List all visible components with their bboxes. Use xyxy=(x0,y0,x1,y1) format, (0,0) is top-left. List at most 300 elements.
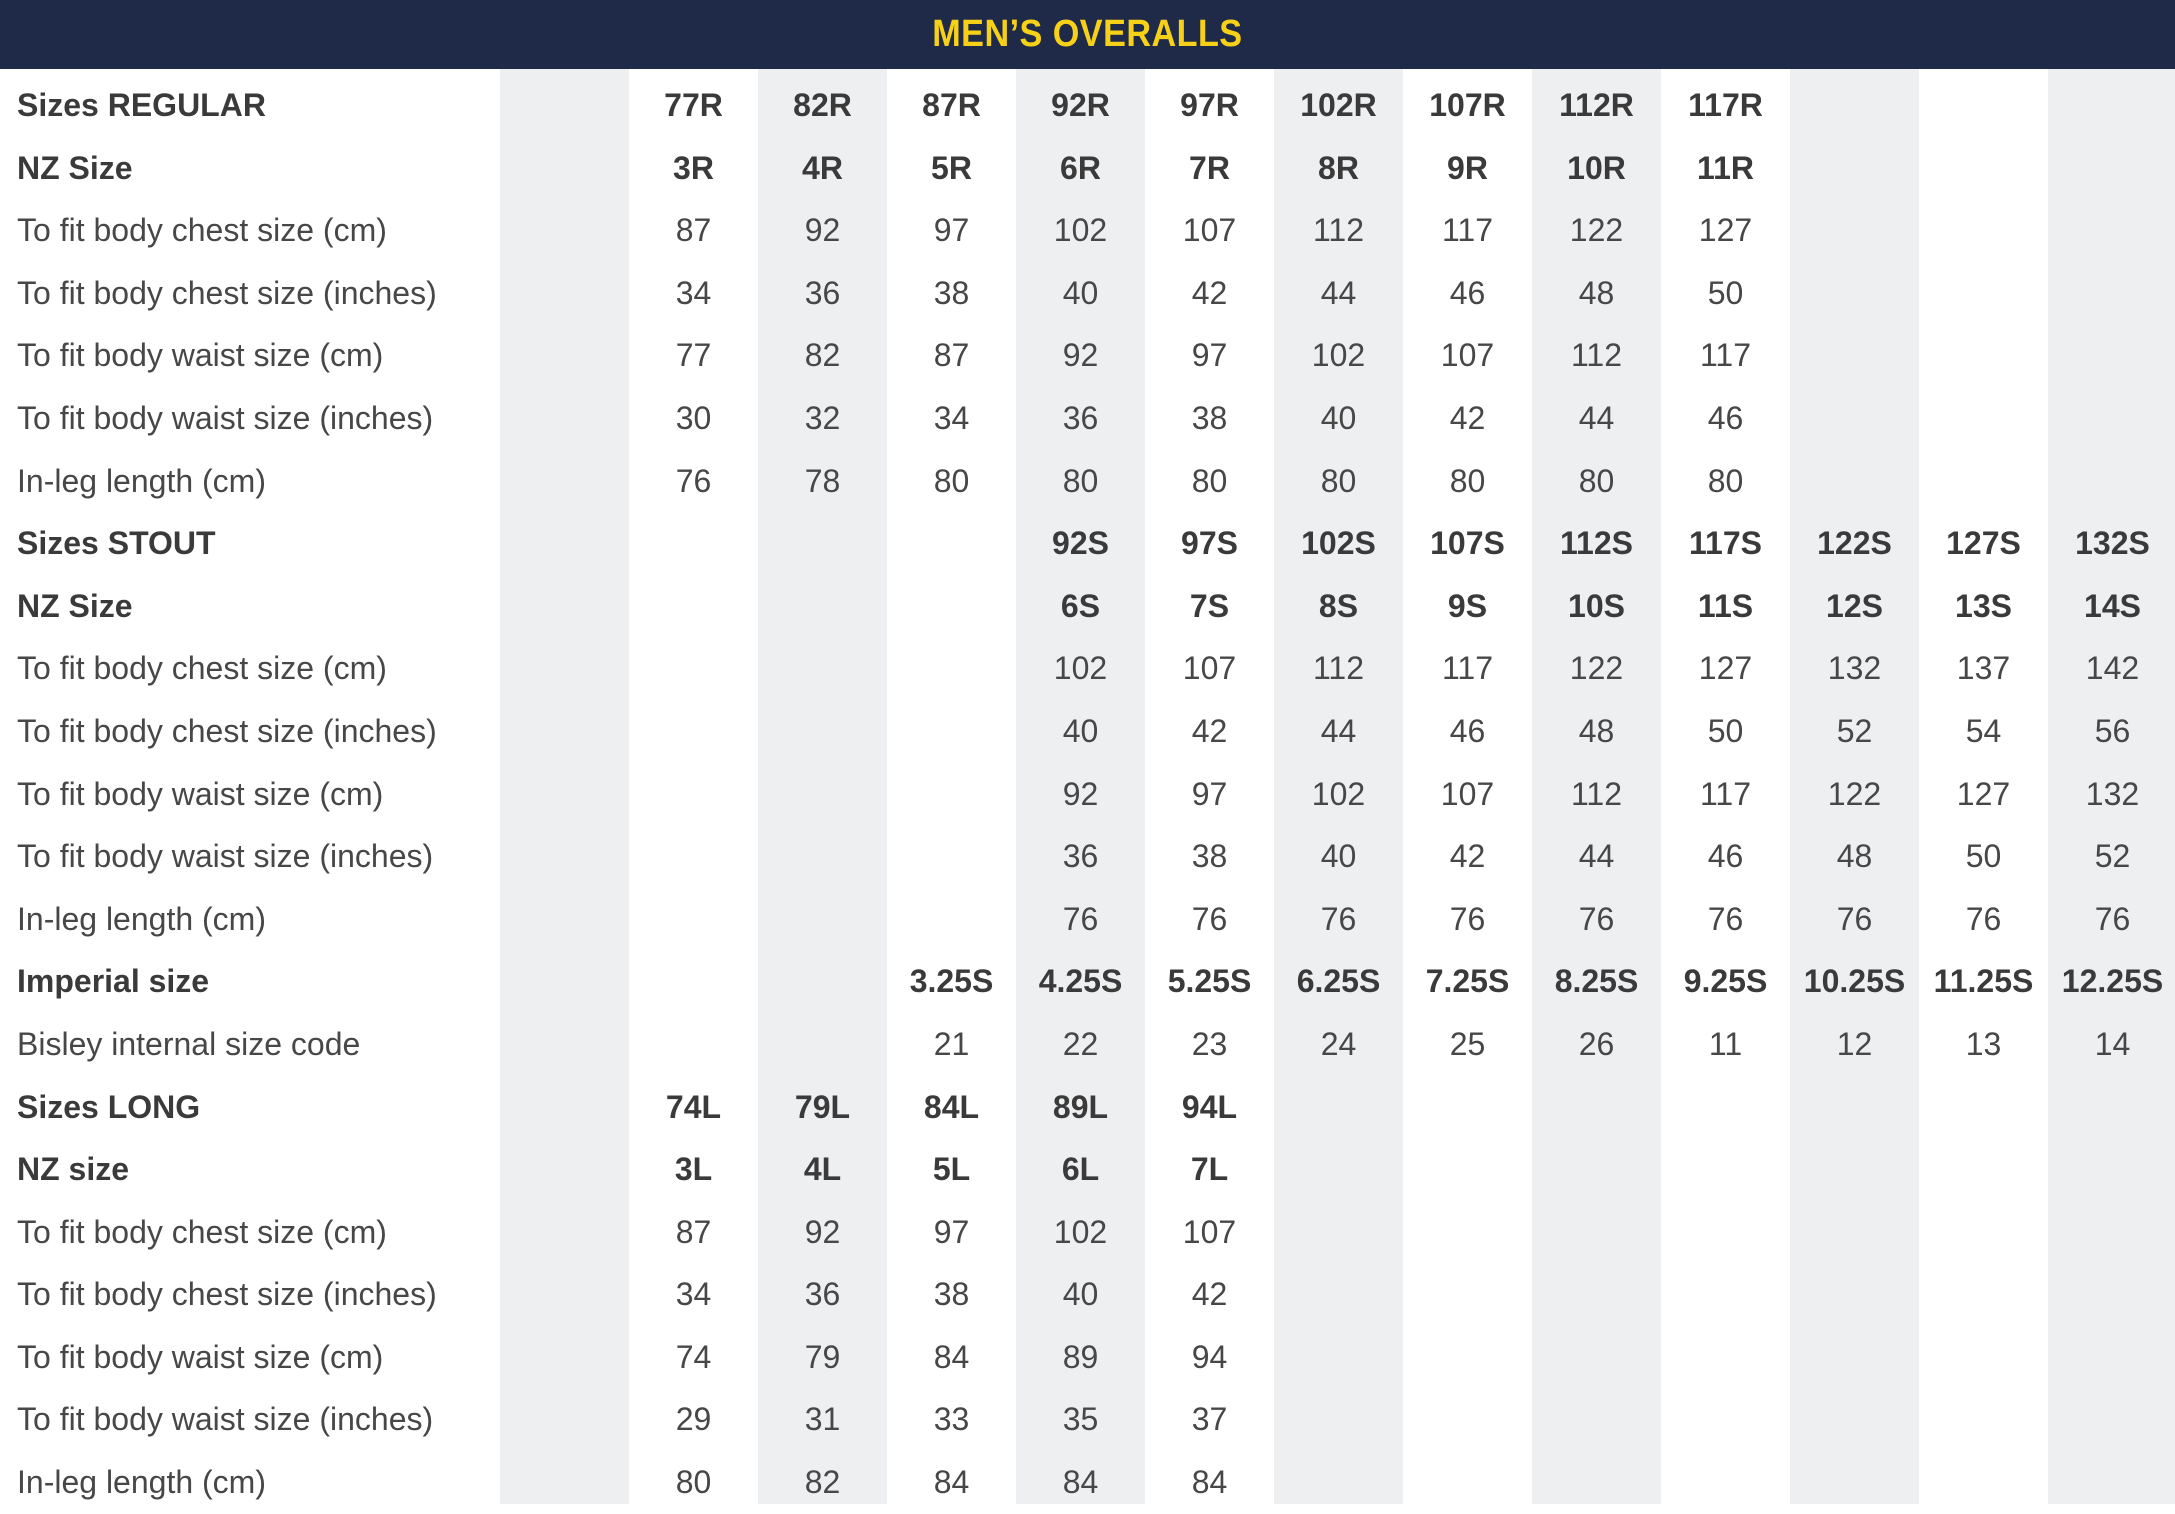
table-cell xyxy=(629,637,758,700)
table-cell: 76 xyxy=(675,462,712,499)
table-cell: 50 xyxy=(1965,838,2002,875)
table-cell xyxy=(500,512,629,575)
table-cell xyxy=(500,950,629,1013)
row-label: To fit body waist size (cm) xyxy=(17,775,384,812)
table-cell xyxy=(500,387,629,450)
table-cell xyxy=(1919,1201,2048,1264)
table-cell: 46 xyxy=(1707,399,1744,436)
table-row xyxy=(0,512,2175,575)
table-cell: 35 xyxy=(1062,1401,1099,1438)
table-cell: 14 xyxy=(2094,1025,2131,1062)
table-cell: 34 xyxy=(675,274,712,311)
table-cell: 84 xyxy=(1062,1464,1099,1501)
table-row xyxy=(0,262,2175,325)
table-cell: 23 xyxy=(1191,1025,1228,1062)
table-cell xyxy=(1790,1201,1919,1264)
table-cell: 97 xyxy=(1191,775,1228,812)
table-cell: 97 xyxy=(933,212,970,249)
table-cell: 8.25S xyxy=(1554,963,1639,1000)
table-cell: 80 xyxy=(1191,462,1228,499)
table-cell xyxy=(1274,1326,1403,1389)
table-cell: 11 xyxy=(1708,1025,1743,1062)
table-cell: 50 xyxy=(1707,274,1744,311)
table-cell: 132S xyxy=(2075,525,2150,562)
table-cell xyxy=(1661,1076,1790,1139)
table-cell xyxy=(1532,1326,1661,1389)
row-label: To fit body chest size (inches) xyxy=(17,712,437,749)
table-cell xyxy=(1403,1138,1532,1201)
table-cell xyxy=(1403,1201,1532,1264)
table-cell: 80 xyxy=(1062,462,1099,499)
table-cell: 112 xyxy=(1570,775,1622,812)
table-cell: 38 xyxy=(1191,399,1228,436)
table-cell: 94 xyxy=(1191,1338,1228,1375)
table-cell: 107 xyxy=(1440,337,1495,374)
table-cell xyxy=(629,950,758,1013)
row-label: Bisley internal size code xyxy=(17,1025,361,1062)
table-cell: 82 xyxy=(804,337,841,374)
table-cell: 37 xyxy=(1191,1401,1228,1438)
table-cell: 46 xyxy=(1707,838,1744,875)
table-cell xyxy=(2048,450,2175,513)
table-cell: 11R xyxy=(1697,149,1754,186)
table-cell: 107R xyxy=(1429,87,1506,123)
table-cell: 6L xyxy=(1061,1151,1100,1188)
table-row xyxy=(0,450,2175,513)
table-cell: 80 xyxy=(1449,462,1486,499)
table-cell xyxy=(629,825,758,888)
table-cell xyxy=(1274,1138,1403,1201)
table-cell: 7R xyxy=(1189,149,1230,186)
table-cell xyxy=(1532,1451,1661,1514)
table-row xyxy=(0,1013,2175,1076)
table-cell xyxy=(1661,1263,1790,1326)
table-cell: 3R xyxy=(673,149,714,186)
table-cell: 44 xyxy=(1320,712,1357,749)
table-cell: 80 xyxy=(933,462,970,499)
table-cell: 87 xyxy=(933,337,970,374)
table-cell: 52 xyxy=(2094,838,2131,875)
table-cell xyxy=(1919,387,2048,450)
table-cell: 14S xyxy=(2084,587,2141,624)
table-cell xyxy=(1790,1388,1919,1451)
table-cell xyxy=(500,1201,629,1264)
table-cell xyxy=(629,888,758,951)
table-cell: 92 xyxy=(1062,775,1099,812)
table-cell: 76 xyxy=(1707,900,1744,937)
table-cell: 30 xyxy=(675,399,712,436)
table-cell: 42 xyxy=(1191,1276,1228,1313)
table-cell: 7S xyxy=(1189,587,1230,624)
table-cell: 97 xyxy=(1191,337,1228,374)
table-cell xyxy=(2048,1138,2175,1201)
table-cell: 33 xyxy=(933,1401,970,1438)
table-cell: 92S xyxy=(1052,525,1109,562)
table-cell xyxy=(1919,137,2048,200)
table-cell xyxy=(758,512,887,575)
table-cell: 76 xyxy=(1320,900,1357,937)
table-cell xyxy=(1919,450,2048,513)
table-cell: 107 xyxy=(1440,775,1495,812)
table-cell: 3.25S xyxy=(909,963,994,1000)
table-cell: 7L xyxy=(1190,1151,1229,1188)
table-cell: 80 xyxy=(1707,462,1744,499)
table-cell xyxy=(1919,1263,2048,1326)
page-title: MEN’S OVERALLS xyxy=(932,13,1243,55)
table-cell xyxy=(500,1451,629,1514)
table-cell: 54 xyxy=(1965,712,2002,749)
table-cell xyxy=(629,1013,758,1076)
row-label: To fit body waist size (cm) xyxy=(17,1338,384,1375)
table-cell: 78 xyxy=(804,462,841,499)
table-cell: 6S xyxy=(1060,587,1101,624)
table-cell: 8R xyxy=(1318,149,1359,186)
table-cell xyxy=(758,700,887,763)
row-label: In-leg length (cm) xyxy=(17,900,266,937)
table-cell xyxy=(1274,1388,1403,1451)
row-label: Sizes REGULAR xyxy=(17,87,266,123)
table-cell: 7.25S xyxy=(1425,963,1510,1000)
table-cell: 10.25S xyxy=(1803,963,1906,1000)
table-cell xyxy=(1661,1326,1790,1389)
table-cell xyxy=(1790,1263,1919,1326)
table-cell: 4R xyxy=(802,149,843,186)
row-label: To fit body chest size (inches) xyxy=(17,274,437,311)
table-cell: 79L xyxy=(794,1088,851,1125)
table-cell: 9S xyxy=(1447,587,1488,624)
table-cell: 127S xyxy=(1946,525,2021,562)
table-cell: 76 xyxy=(2094,900,2131,937)
table-cell: 80 xyxy=(1320,462,1357,499)
table-cell: 6.25S xyxy=(1296,963,1381,1000)
table-cell: 46 xyxy=(1449,712,1486,749)
table-cell: 48 xyxy=(1836,838,1873,875)
table-cell: 112S xyxy=(1560,525,1633,562)
table-cell xyxy=(2048,1451,2175,1514)
row-label: To fit body chest size (cm) xyxy=(17,212,387,249)
table-cell xyxy=(629,763,758,826)
table-row xyxy=(0,825,2175,888)
table-cell xyxy=(500,763,629,826)
table-cell: 102 xyxy=(1053,650,1108,687)
table-cell: 5L xyxy=(932,1151,971,1188)
table-cell: 31 xyxy=(804,1401,841,1438)
table-row xyxy=(0,575,2175,638)
table-cell: 9R xyxy=(1447,149,1488,186)
table-cell: 77 xyxy=(675,337,712,374)
row-label: Sizes STOUT xyxy=(17,525,216,562)
table-cell xyxy=(500,199,629,262)
table-cell: 8S xyxy=(1318,587,1359,624)
table-cell xyxy=(500,637,629,700)
table-cell: 40 xyxy=(1320,399,1357,436)
table-cell xyxy=(500,450,629,513)
table-cell: 25 xyxy=(1449,1025,1486,1062)
table-cell: 84 xyxy=(933,1338,970,1375)
table-cell: 112 xyxy=(1312,650,1364,687)
table-cell: 13S xyxy=(1955,587,2012,624)
table-cell xyxy=(758,1013,887,1076)
table-cell: 44 xyxy=(1578,399,1615,436)
table-cell: 12.25S xyxy=(2061,963,2164,1000)
table-cell xyxy=(1274,1201,1403,1264)
table-cell: 44 xyxy=(1320,274,1357,311)
table-cell: 21 xyxy=(933,1025,970,1062)
table-cell: 102 xyxy=(1053,212,1108,249)
table-cell: 48 xyxy=(1578,712,1615,749)
table-cell: 117 xyxy=(1441,650,1493,687)
table-row xyxy=(0,700,2175,763)
table-cell: 89 xyxy=(1062,1338,1099,1375)
table-row xyxy=(0,637,2175,700)
table-cell: 107 xyxy=(1182,650,1237,687)
table-cell: 112R xyxy=(1559,87,1634,123)
table-cell: 117 xyxy=(1699,337,1751,374)
table-cell xyxy=(1919,1138,2048,1201)
table-cell: 42 xyxy=(1449,399,1486,436)
table-cell: 46 xyxy=(1449,274,1486,311)
table-cell: 26 xyxy=(1578,1025,1615,1062)
table-cell xyxy=(500,1263,629,1326)
table-cell xyxy=(500,825,629,888)
table-cell xyxy=(758,950,887,1013)
table-cell xyxy=(2048,74,2175,137)
table-cell: 76 xyxy=(1062,900,1099,937)
table-cell: 42 xyxy=(1191,712,1228,749)
table-cell: 40 xyxy=(1062,712,1099,749)
table-cell: 52 xyxy=(1836,712,1873,749)
table-cell xyxy=(1790,1138,1919,1201)
row-label: To fit body waist size (inches) xyxy=(17,838,434,875)
table-cell: 3L xyxy=(674,1151,713,1188)
table-cell: 107 xyxy=(1182,212,1237,249)
table-cell xyxy=(500,1326,629,1389)
table-cell: 76 xyxy=(1965,900,2002,937)
row-label: NZ Size xyxy=(17,149,133,186)
table-row xyxy=(0,324,2175,387)
table-cell xyxy=(629,700,758,763)
table-cell: 40 xyxy=(1062,1276,1099,1313)
table-cell xyxy=(500,1076,629,1139)
table-cell: 42 xyxy=(1449,838,1486,875)
table-cell: 24 xyxy=(1320,1025,1357,1062)
table-cell: 97 xyxy=(933,1213,970,1250)
table-cell: 10R xyxy=(1567,149,1626,186)
table-cell xyxy=(2048,137,2175,200)
row-label: Imperial size xyxy=(17,963,210,1000)
table-cell xyxy=(887,825,1016,888)
table-row xyxy=(0,199,2175,262)
table-cell xyxy=(887,888,1016,951)
table-cell: 74 xyxy=(675,1338,712,1375)
table-cell: 107S xyxy=(1430,525,1505,562)
table-cell: 36 xyxy=(1062,399,1099,436)
table-cell xyxy=(1532,1201,1661,1264)
table-cell: 80 xyxy=(1578,462,1615,499)
table-row xyxy=(0,763,2175,826)
table-cell xyxy=(1790,450,1919,513)
table-cell: 92 xyxy=(804,1213,841,1250)
table-cell xyxy=(629,512,758,575)
table-cell xyxy=(1532,1263,1661,1326)
table-cell xyxy=(500,137,629,200)
table-cell: 32 xyxy=(804,399,841,436)
table-cell xyxy=(500,1388,629,1451)
table-cell: 132 xyxy=(2085,775,2140,812)
table-cell xyxy=(1790,137,1919,200)
table-cell: 112 xyxy=(1312,212,1364,249)
table-cell xyxy=(887,575,1016,638)
table-cell xyxy=(500,1138,629,1201)
table-cell: 102 xyxy=(1311,775,1366,812)
table-cell xyxy=(2048,1201,2175,1264)
table-cell xyxy=(1919,1451,2048,1514)
table-cell: 40 xyxy=(1062,274,1099,311)
table-cell: 127 xyxy=(1698,650,1753,687)
table-row xyxy=(0,1263,2175,1326)
table-cell: 11S xyxy=(1697,587,1754,624)
table-cell: 107 xyxy=(1182,1213,1237,1250)
table-cell xyxy=(887,637,1016,700)
table-cell xyxy=(758,575,887,638)
table-cell xyxy=(1274,1076,1403,1139)
table-row xyxy=(0,137,2175,200)
table-cell xyxy=(1532,1388,1661,1451)
table-cell xyxy=(500,262,629,325)
table-cell: 127 xyxy=(1698,212,1753,249)
table-cell: 38 xyxy=(933,274,970,311)
table-cell xyxy=(2048,1076,2175,1139)
table-cell: 122S xyxy=(1817,525,1892,562)
table-row xyxy=(0,1388,2175,1451)
table-row xyxy=(0,387,2175,450)
size-chart-table xyxy=(0,74,2175,1514)
row-label: NZ Size xyxy=(17,587,133,624)
table-cell: 44 xyxy=(1578,838,1615,875)
table-cell xyxy=(1790,1451,1919,1514)
table-cell: 10S xyxy=(1568,587,1625,624)
row-label: To fit body waist size (inches) xyxy=(17,399,434,436)
table-cell xyxy=(500,700,629,763)
table-row xyxy=(0,1201,2175,1264)
table-row xyxy=(0,888,2175,951)
table-cell: 87 xyxy=(675,212,712,249)
table-cell xyxy=(758,825,887,888)
table-cell xyxy=(1919,74,2048,137)
table-row xyxy=(0,950,2175,1013)
table-cell: 5.25S xyxy=(1167,963,1252,1000)
table-cell: 4.25S xyxy=(1038,963,1123,1000)
table-cell: 117S xyxy=(1689,525,1762,562)
table-cell xyxy=(1790,387,1919,450)
table-cell xyxy=(500,1013,629,1076)
table-cell: 36 xyxy=(804,1276,841,1313)
table-cell: 29 xyxy=(675,1401,712,1438)
table-cell xyxy=(500,324,629,387)
table-cell xyxy=(1274,1451,1403,1514)
table-cell xyxy=(1790,262,1919,325)
table-cell xyxy=(500,74,629,137)
table-cell: 117 xyxy=(1441,212,1493,249)
table-row xyxy=(0,74,2175,137)
table-cell xyxy=(1790,324,1919,387)
table-cell: 76 xyxy=(1449,900,1486,937)
table-cell: 89L xyxy=(1052,1088,1109,1125)
table-cell: 38 xyxy=(1191,838,1228,875)
table-cell xyxy=(758,763,887,826)
table-cell xyxy=(1919,199,2048,262)
table-cell: 84L xyxy=(923,1088,980,1125)
table-cell: 36 xyxy=(804,274,841,311)
table-cell: 82R xyxy=(793,87,852,123)
row-label: To fit body waist size (cm) xyxy=(17,337,384,374)
table-cell: 97S xyxy=(1181,525,1238,562)
row-label: To fit body chest size (inches) xyxy=(17,1276,437,1313)
table-cell xyxy=(2048,324,2175,387)
table-cell: 76 xyxy=(1578,900,1615,937)
table-cell: 84 xyxy=(1191,1464,1228,1501)
table-cell xyxy=(1403,1263,1532,1326)
table-cell: 137 xyxy=(1956,650,2011,687)
table-cell xyxy=(1274,1263,1403,1326)
table-cell xyxy=(1919,1388,2048,1451)
row-label: To fit body chest size (cm) xyxy=(17,650,387,687)
table-cell: 92 xyxy=(1062,337,1099,374)
table-cell xyxy=(2048,262,2175,325)
table-cell: 87R xyxy=(922,87,981,123)
table-cell: 13 xyxy=(1965,1025,2002,1062)
table-cell: 4L xyxy=(803,1151,842,1188)
table-cell: 9.25S xyxy=(1683,963,1768,1000)
table-cell xyxy=(2048,199,2175,262)
table-cell xyxy=(1403,1388,1532,1451)
table-cell xyxy=(1661,1138,1790,1201)
table-cell xyxy=(887,763,1016,826)
table-cell xyxy=(1403,1076,1532,1139)
table-cell: 102 xyxy=(1311,337,1366,374)
table-cell xyxy=(758,637,887,700)
table-cell: 102S xyxy=(1301,525,1376,562)
table-cell: 36 xyxy=(1062,838,1099,875)
table-cell xyxy=(758,888,887,951)
table-row xyxy=(0,1138,2175,1201)
table-cell xyxy=(887,700,1016,763)
row-label: In-leg length (cm) xyxy=(17,1464,266,1501)
table-row xyxy=(0,1076,2175,1139)
table-cell xyxy=(2048,1326,2175,1389)
table-cell xyxy=(1403,1326,1532,1389)
table-cell xyxy=(1919,262,2048,325)
table-cell xyxy=(1919,1076,2048,1139)
table-cell: 6R xyxy=(1060,149,1101,186)
table-cell xyxy=(1403,1451,1532,1514)
row-label: NZ size xyxy=(17,1151,130,1188)
table-cell: 84 xyxy=(933,1464,970,1501)
table-cell: 12 xyxy=(1836,1025,1873,1062)
table-cell: 92R xyxy=(1051,87,1110,123)
table-cell xyxy=(1790,1076,1919,1139)
table-cell xyxy=(1919,1326,2048,1389)
table-cell: 11.25S xyxy=(1933,963,2034,1000)
table-cell: 127 xyxy=(1956,775,2011,812)
table-cell: 50 xyxy=(1707,712,1744,749)
table-cell xyxy=(500,888,629,951)
table-cell: 38 xyxy=(933,1276,970,1313)
table-cell: 122 xyxy=(1827,775,1882,812)
table-cell xyxy=(2048,1388,2175,1451)
row-label: Sizes LONG xyxy=(17,1088,201,1125)
table-cell: 77R xyxy=(664,87,723,123)
